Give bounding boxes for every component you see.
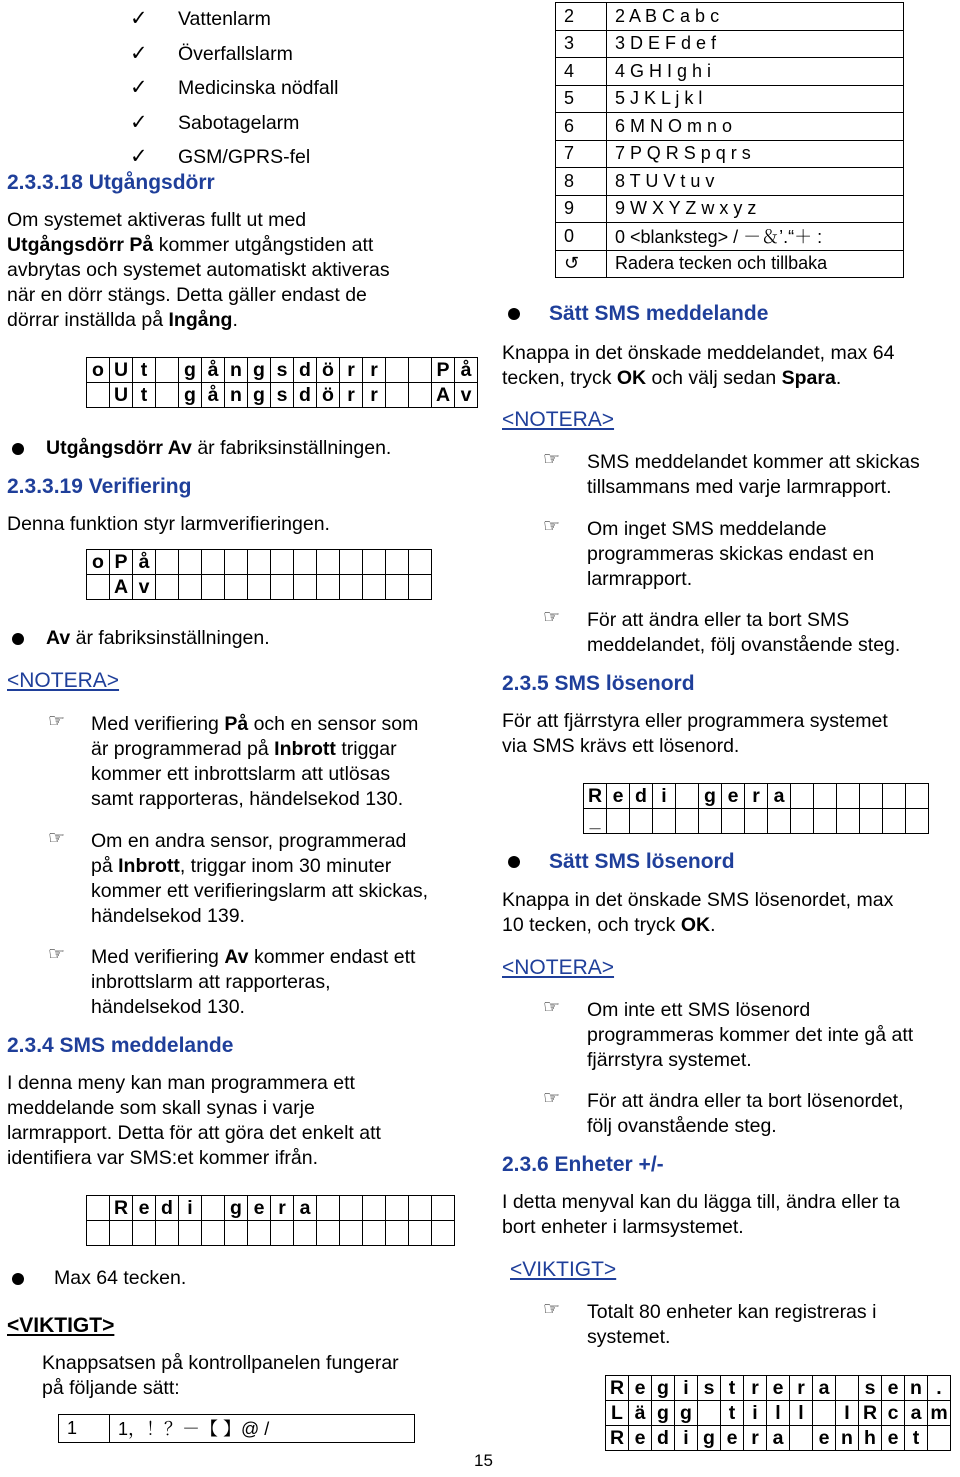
lcd-cell [409, 1196, 432, 1221]
section-title-utgangsdorr: 2.3.3.18 Utgångsdörr [7, 171, 215, 194]
lcd-cell: R [110, 1196, 133, 1221]
lcd-cell [156, 358, 179, 383]
lcd-cell: e [767, 1376, 790, 1401]
lcd-cell [156, 575, 179, 600]
section-title-sms-meddelande: 2.3.4 SMS meddelande [7, 1034, 234, 1057]
lcd-cell [340, 1221, 363, 1246]
lcd-cell: L [606, 1401, 629, 1426]
paragraph: Knappa in det önskade SMS lösenordet, max 10 tecken, och tryck OK. [502, 889, 894, 936]
lcd-cell: P [432, 358, 455, 383]
lcd-cell: n [836, 1426, 859, 1451]
key-cell: 3 [556, 30, 607, 58]
lcd-cell: t [133, 383, 156, 408]
lcd-cell: å [202, 383, 225, 408]
note-pointer-icon: ☞ [48, 710, 66, 732]
lcd-cell [179, 1221, 202, 1246]
key-cell: 8 [556, 168, 607, 196]
lcd-cell [317, 1196, 340, 1221]
lcd-cell [294, 550, 317, 575]
lcd-cell: s [271, 383, 294, 408]
key-cell: 7 [556, 140, 607, 168]
lcd-cell: o [87, 358, 110, 383]
lcd-cell: ö [317, 358, 340, 383]
bullet-icon [12, 443, 24, 455]
lcd-cell [225, 575, 248, 600]
lcd-cell [790, 1426, 813, 1451]
lcd-cell [791, 809, 814, 834]
bullet-icon [12, 633, 24, 645]
checklist-item [130, 106, 338, 141]
lcd-cell: m [928, 1401, 951, 1426]
lcd-cell: i [675, 1426, 698, 1451]
lcd-cell [110, 1221, 133, 1246]
lcd-cell: d [652, 1426, 675, 1451]
keypad-table-key1 [58, 1414, 415, 1443]
lcd-cell: r [744, 1376, 767, 1401]
lcd-cell: g [652, 1401, 675, 1426]
paragraph: Knappsatsen på kontrollpanelen fungerar på följande sätt: [42, 1352, 399, 1399]
section-title-enheter: 2.3.6 Enheter +/- [502, 1153, 664, 1176]
lcd-cell: e [133, 1196, 156, 1221]
lcd-cell: i [653, 784, 676, 809]
lcd-cell: d [294, 383, 317, 408]
checklist-label: GSM/GPRS-fel [178, 146, 311, 168]
check-icon: ✓ [130, 7, 148, 30]
lcd-cell [248, 575, 271, 600]
key-value-cell: 8 T U V t u v [607, 168, 904, 196]
paragraph: För att fjärrstyra eller programmera systemet via SMS krävs ett lösenord. [502, 710, 888, 757]
paragraph: Denna funktion styr larmverifieringen. [7, 513, 330, 535]
lcd-display-verifiering [86, 549, 432, 600]
lcd-cell: e [248, 1196, 271, 1221]
paragraph: I detta menyval kan du lägga till, ändra eller ta bort enheter i larmsystemet. [502, 1191, 900, 1238]
lcd-cell [698, 1401, 721, 1426]
note-pointer-icon: ☞ [543, 515, 561, 537]
lcd-cell: I [836, 1401, 859, 1426]
lcd-cell: d [630, 784, 653, 809]
lcd-cell: R [859, 1401, 882, 1426]
lcd-cell: e [882, 1376, 905, 1401]
checklist-item [130, 2, 338, 37]
lcd-cell [87, 1221, 110, 1246]
lcd-cell [860, 809, 883, 834]
lcd-cell: e [629, 1376, 652, 1401]
lcd-cell [386, 1196, 409, 1221]
note-text: Om inget SMS meddelande programmeras skickas endast en larmrapport. [587, 518, 875, 590]
lcd-cell: v [455, 383, 478, 408]
lcd-cell [87, 383, 110, 408]
lcd-cell: r [745, 784, 768, 809]
note-pointer-icon: ☞ [543, 448, 561, 470]
bullet-icon [508, 308, 520, 320]
lcd-cell [317, 1221, 340, 1246]
lcd-cell: U [110, 383, 133, 408]
lcd-cell: _ [584, 809, 607, 834]
lcd-cell: g [675, 1401, 698, 1426]
note-heading: <NOTERA> [502, 408, 615, 431]
lcd-cell: t [721, 1401, 744, 1426]
key-value-cell: Radera tecken och tillbaka [607, 250, 904, 278]
lcd-cell [87, 575, 110, 600]
lcd-cell: t [721, 1376, 744, 1401]
lcd-display-sms-meddelande [86, 1195, 455, 1246]
lcd-cell: l [767, 1401, 790, 1426]
note-pointer-icon: ☞ [543, 1298, 561, 1320]
lcd-cell [814, 784, 837, 809]
lcd-cell: a [813, 1376, 836, 1401]
key-value-cell: 3 D E F d e f [607, 30, 904, 58]
lcd-cell [271, 550, 294, 575]
key-value-cell: 9 W X Y Z w x y z [607, 195, 904, 223]
check-icon: ✓ [130, 41, 148, 65]
lcd-cell [271, 575, 294, 600]
bullet-icon [508, 856, 520, 868]
lcd-cell [630, 809, 653, 834]
lcd-cell: ä [629, 1401, 652, 1426]
lcd-cell [340, 575, 363, 600]
sms-password-heading: Sätt SMS lösenord [549, 850, 735, 873]
lcd-cell: ö [317, 383, 340, 408]
lcd-cell [156, 383, 179, 408]
lcd-cell [179, 550, 202, 575]
lcd-display-utgangsdorr [86, 357, 478, 408]
section-title-sms-losenord: 2.3.5 SMS lösenord [502, 672, 695, 695]
lcd-cell [386, 383, 409, 408]
key-value-cell: 1，！？－【 】@ / [110, 1415, 415, 1443]
lcd-cell [791, 784, 814, 809]
lcd-cell: A [432, 383, 455, 408]
lcd-cell [340, 1196, 363, 1221]
lcd-cell: e [629, 1426, 652, 1451]
lcd-cell: r [271, 1196, 294, 1221]
lcd-cell: t [133, 358, 156, 383]
lcd-cell [248, 550, 271, 575]
lcd-cell: R [584, 784, 607, 809]
lcd-cell: A [110, 575, 133, 600]
key-cell: 2 [556, 3, 607, 31]
lcd-cell: i [744, 1401, 767, 1426]
lcd-cell [836, 1376, 859, 1401]
note-heading: <NOTERA> [502, 956, 615, 979]
lcd-cell [363, 575, 386, 600]
page-number: 15 [474, 1451, 493, 1470]
lcd-cell: R [606, 1376, 629, 1401]
lcd-cell [745, 809, 768, 834]
note-text: För att ändra eller ta bort lösenordet, följ ovanstående steg. [587, 1090, 904, 1137]
lcd-cell: s [271, 358, 294, 383]
lcd-cell [883, 809, 906, 834]
lcd-cell: g [248, 383, 271, 408]
lcd-cell: U [110, 358, 133, 383]
lcd-cell: l [790, 1401, 813, 1426]
note-text: SMS meddelandet kommer att skickas tillsammans med varje larmrapport. [587, 451, 920, 498]
lcd-cell: r [340, 358, 363, 383]
lcd-cell: g [225, 1196, 248, 1221]
lcd-cell: g [698, 1426, 721, 1451]
lcd-cell [837, 809, 860, 834]
checklist-item [130, 71, 338, 106]
note-text: För att ändra eller ta bort SMS meddelandet, följ ovanstående steg. [587, 609, 901, 656]
lcd-cell: d [294, 358, 317, 383]
lcd-cell: n [905, 1376, 928, 1401]
default-setting-text: Av är fabriksinställningen. [46, 627, 270, 649]
lcd-cell [225, 1221, 248, 1246]
key-value-cell: 5 J K L j k l [607, 85, 904, 113]
lcd-cell: g [179, 358, 202, 383]
lcd-cell: g [699, 784, 722, 809]
paragraph: I denna meny kan man programmera ett meddelande som skall synas i varje larmrapport. Detta för att göra det enkelt att identifiera var SMS:et kommer ifrån. [7, 1072, 381, 1169]
key-value-cell: 2 A B C a b c [607, 3, 904, 31]
lcd-cell [906, 784, 929, 809]
lcd-cell [294, 575, 317, 600]
lcd-cell: å [455, 358, 478, 383]
note-pointer-icon: ☞ [48, 827, 66, 849]
max-length-text: Max 64 tecken. [54, 1267, 187, 1289]
lcd-cell [156, 1221, 179, 1246]
lcd-cell [860, 784, 883, 809]
bullet-icon [12, 1273, 24, 1285]
lcd-cell: d [156, 1196, 179, 1221]
note-pointer-icon: ☞ [543, 996, 561, 1018]
lcd-cell [409, 358, 432, 383]
lcd-cell: a [294, 1196, 317, 1221]
lcd-cell: e [882, 1426, 905, 1451]
key-cell: 6 [556, 113, 607, 141]
lcd-cell: i [675, 1376, 698, 1401]
lcd-cell [202, 1196, 225, 1221]
lcd-cell: g [248, 358, 271, 383]
note-heading: <NOTERA> [7, 669, 120, 692]
check-icon: ✓ [130, 145, 148, 168]
checklist-label: Sabotagelarm [178, 111, 300, 134]
lcd-cell [133, 1221, 156, 1246]
lcd-cell [409, 550, 432, 575]
lcd-cell: i [179, 1196, 202, 1221]
default-setting-text: Utgångsdörr Av är fabriksinställningen. [46, 437, 392, 459]
note-text: Om inte ett SMS lösenord programmeras kommer det inte gå att fjärrstyra systemet. [587, 999, 914, 1071]
lcd-cell [294, 1221, 317, 1246]
lcd-cell [409, 1221, 432, 1246]
alarm-checklist [130, 2, 338, 175]
important-heading: <VIKTIGT> [510, 1258, 617, 1281]
lcd-cell: c [882, 1401, 905, 1426]
lcd-cell [883, 784, 906, 809]
lcd-cell: o [87, 550, 110, 575]
check-icon: ✓ [130, 110, 148, 134]
lcd-cell: r [744, 1426, 767, 1451]
check-icon: ✓ [130, 76, 148, 99]
lcd-cell [363, 550, 386, 575]
lcd-cell: å [202, 358, 225, 383]
lcd-cell: s [698, 1376, 721, 1401]
lcd-cell [722, 809, 745, 834]
lcd-cell: g [652, 1376, 675, 1401]
lcd-cell [768, 809, 791, 834]
checklist-label: Medicinska nödfall [178, 77, 339, 99]
sms-set-heading: Sätt SMS meddelande [549, 302, 769, 325]
lcd-cell [317, 550, 340, 575]
lcd-cell [386, 575, 409, 600]
lcd-cell [676, 784, 699, 809]
lcd-cell: r [363, 358, 386, 383]
key-cell: 1 [59, 1415, 110, 1443]
lcd-cell: n [225, 358, 248, 383]
lcd-cell: h [859, 1426, 882, 1451]
lcd-cell [906, 809, 929, 834]
lcd-cell [409, 383, 432, 408]
key-value-cell: 4 G H I g h i [607, 58, 904, 86]
lcd-cell [386, 1221, 409, 1246]
lcd-cell [653, 809, 676, 834]
lcd-cell [928, 1426, 951, 1451]
lcd-cell [225, 550, 248, 575]
lcd-cell [409, 575, 432, 600]
lcd-cell [317, 575, 340, 600]
key-cell: ↺ [556, 250, 607, 278]
key-value-cell: 0 <blanksteg> / －＆’.“＋ : [607, 223, 904, 251]
note-text: Om en andra sensor, programmerad på Inbrott, triggar inom 30 minuter kommer ett verifieringslarm att skickas, händelsekod 139. [91, 830, 428, 927]
lcd-cell [363, 1196, 386, 1221]
checklist-item [130, 37, 338, 72]
note-text: Med verifiering På och en sensor som är programmerad på Inbrott triggar kommer ett inbrottslarm att utlösas samt rapporteras, händelsekod 130. [91, 713, 419, 810]
important-heading: <VIKTIGT> [7, 1314, 115, 1337]
keypad-table [555, 2, 904, 278]
key-value-cell: 6 M N O m n o [607, 113, 904, 141]
key-cell: 4 [556, 58, 607, 86]
lcd-cell: a [905, 1401, 928, 1426]
lcd-cell: e [721, 1426, 744, 1451]
lcd-cell [676, 809, 699, 834]
lcd-cell: R [606, 1426, 629, 1451]
lcd-cell [179, 575, 202, 600]
lcd-cell [699, 809, 722, 834]
lcd-cell: s [859, 1376, 882, 1401]
note-text: Totalt 80 enheter kan registreras i systemet. [587, 1301, 877, 1348]
lcd-cell: e [813, 1426, 836, 1451]
lcd-cell [340, 550, 363, 575]
lcd-cell [814, 809, 837, 834]
lcd-cell: a [768, 784, 791, 809]
key-cell: 5 [556, 85, 607, 113]
lcd-cell: e [607, 784, 630, 809]
note-pointer-icon: ☞ [543, 1087, 561, 1109]
lcd-cell: r [340, 383, 363, 408]
lcd-cell: v [133, 575, 156, 600]
paragraph: Knappa in det önskade meddelandet, max 64 tecken, tryck OK och välj sedan Spara. [502, 342, 895, 389]
lcd-cell [156, 550, 179, 575]
lcd-cell: r [363, 383, 386, 408]
lcd-cell [386, 358, 409, 383]
lcd-cell: r [790, 1376, 813, 1401]
lcd-cell: n [225, 383, 248, 408]
key-cell: 0 [556, 223, 607, 251]
lcd-cell [202, 550, 225, 575]
lcd-cell [202, 1221, 225, 1246]
lcd-cell: å [133, 550, 156, 575]
note-pointer-icon: ☞ [543, 606, 561, 628]
lcd-cell [202, 575, 225, 600]
lcd-cell [837, 784, 860, 809]
section-title-verifiering: 2.3.3.19 Verifiering [7, 475, 192, 498]
note-text: Med verifiering Av kommer endast ett inbrottslarm att rapporteras, händelsekod 130. [91, 946, 416, 1018]
lcd-cell [248, 1221, 271, 1246]
paragraph: Om systemet aktiveras fullt ut med Utgångsdörr På kommer utgångstiden att avbrytas och systemet automatiskt aktiveras när en dörr stängs. Detta gäller endast de dörrar inställda på Ingång. [7, 209, 390, 331]
lcd-cell: a [767, 1426, 790, 1451]
lcd-cell [607, 809, 630, 834]
lcd-display-sms-losenord [583, 783, 929, 834]
lcd-cell [432, 1221, 455, 1246]
lcd-display-enheter [605, 1375, 951, 1451]
lcd-cell [386, 550, 409, 575]
lcd-cell: t [905, 1426, 928, 1451]
lcd-cell [432, 1196, 455, 1221]
lcd-cell [363, 1221, 386, 1246]
lcd-cell [271, 1221, 294, 1246]
checklist-label: Överfallslarm [178, 42, 293, 65]
lcd-cell [813, 1401, 836, 1426]
lcd-cell [87, 1196, 110, 1221]
lcd-cell: e [722, 784, 745, 809]
checklist-label: Vattenlarm [178, 8, 271, 30]
note-pointer-icon: ☞ [48, 943, 66, 965]
lcd-cell: P [110, 550, 133, 575]
key-value-cell: 7 P Q R S p q r s [607, 140, 904, 168]
lcd-cell: . [928, 1376, 951, 1401]
key-cell: 9 [556, 195, 607, 223]
lcd-cell: g [179, 383, 202, 408]
